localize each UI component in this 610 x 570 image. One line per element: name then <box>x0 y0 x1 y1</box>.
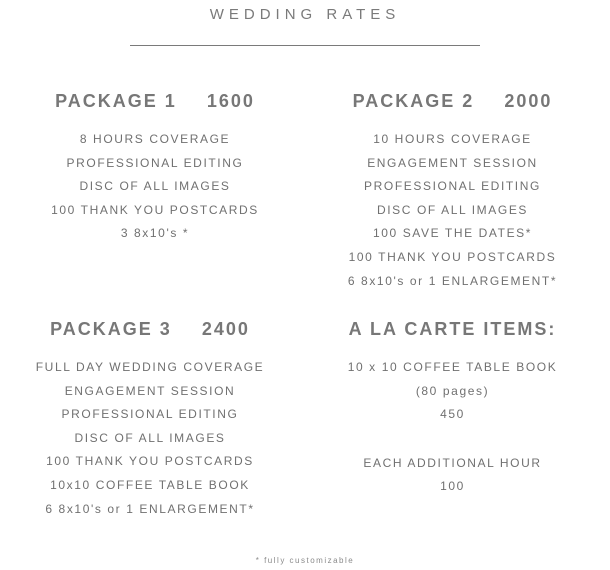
package-1-item: PROFESSIONAL EDITING <box>66 155 244 170</box>
package-3-heading <box>5 318 295 340</box>
package-2 <box>315 90 590 293</box>
package-1 <box>20 90 290 246</box>
package-1-name: PACKAGE 1 <box>55 91 177 111</box>
title-divider <box>130 45 480 46</box>
package-2-item: ENGAGEMENT SESSION <box>367 155 538 170</box>
package-1-item: 3 8x10's * <box>120 226 190 241</box>
package-3-price: 2400 <box>201 319 250 339</box>
package-2-item: 10 HOURS COVERAGE <box>373 132 532 146</box>
footnote: * fully customizable <box>255 556 355 565</box>
package-2-item: PROFESSIONAL EDITING <box>364 179 541 194</box>
a-la-carte-item-price: 100 <box>440 479 465 494</box>
spacer <box>315 427 590 452</box>
package-3-item: 10x10 COFFEE TABLE BOOK <box>50 477 250 492</box>
package-2-item: 6 8x10's or 1 ENLARGEMENT* <box>347 273 558 288</box>
package-3 <box>5 318 295 521</box>
package-3-item: DISC OF ALL IMAGES <box>74 430 226 445</box>
package-1-item: 100 THANK YOU POSTCARDS <box>51 202 259 217</box>
package-3-item: 100 THANK YOU POSTCARDS <box>46 454 254 469</box>
package-3-item: FULL DAY WEDDING COVERAGE <box>35 360 265 374</box>
a-la-carte-item-price: 450 <box>440 407 465 422</box>
a-la-carte-heading: A LA CARTE ITEMS: <box>348 319 557 339</box>
package-1-item: DISC OF ALL IMAGES <box>79 179 231 194</box>
a-la-carte-item-name: 10 x 10 COFFEE TABLE BOOK <box>347 360 558 374</box>
package-2-item: 100 SAVE THE DATES* <box>372 226 533 241</box>
package-2-item: 100 THANK YOU POSTCARDS <box>348 249 557 264</box>
package-3-item: 6 8x10's or 1 ENLARGEMENT* <box>45 501 255 516</box>
a-la-carte-item-name: EACH ADDITIONAL HOUR <box>363 455 542 470</box>
page-title: WEDDING RATES <box>209 6 401 23</box>
package-3-name: PACKAGE 3 <box>50 319 172 339</box>
a-la-carte-item-detail: (80 pages) <box>415 383 490 398</box>
package-3-item: ENGAGEMENT SESSION <box>64 383 236 398</box>
package-1-item: 8 HOURS COVERAGE <box>79 132 231 146</box>
package-1-heading <box>20 90 290 112</box>
package-2-heading <box>315 90 590 112</box>
a-la-carte-section <box>315 318 590 499</box>
package-3-item: PROFESSIONAL EDITING <box>61 407 239 422</box>
package-2-price: 2000 <box>504 91 553 111</box>
package-2-name: PACKAGE 2 <box>352 91 475 111</box>
package-1-price: 1600 <box>206 91 255 111</box>
package-2-item: DISC OF ALL IMAGES <box>376 202 529 217</box>
